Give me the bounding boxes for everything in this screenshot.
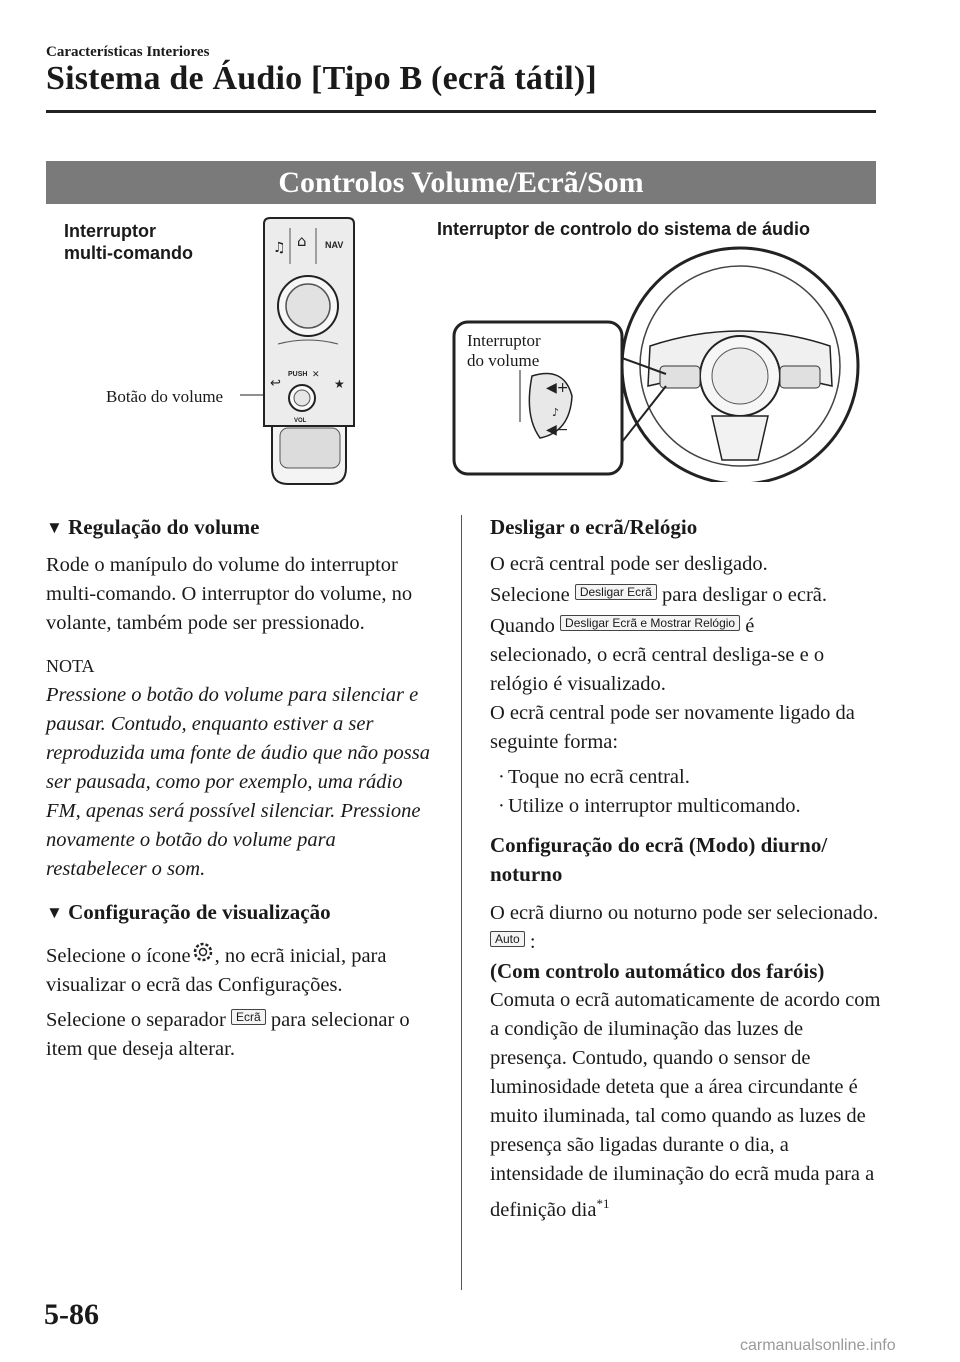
label-volume-switch [467, 331, 541, 371]
para-config-1 [46, 940, 438, 1000]
svg-text:◀−: ◀− [546, 422, 569, 438]
header-rule [46, 110, 876, 113]
footnote-mark: *1 [596, 1196, 610, 1211]
desligar-ecra-button: Desligar Ecrã [575, 584, 657, 600]
push-label: PUSH [288, 371, 308, 378]
favorite-icon: ★ [334, 377, 345, 391]
label-multicommand-line1: Interruptor [64, 221, 156, 241]
commander-illustration [240, 214, 360, 490]
para-off-5: O ecrã central pode ser novamente ligado da seguinte forma: [490, 702, 855, 753]
heading-volume-text: Regulação do volume [68, 515, 260, 539]
heading-config [46, 898, 438, 928]
para-off-3a: Quando [490, 615, 555, 637]
para-off-2b: para desligar o ecrã. [661, 584, 828, 606]
para-off-3 [490, 612, 882, 641]
triangle-icon: ▼ [46, 518, 63, 537]
label-volume-switch-line1: Interruptor [467, 331, 541, 350]
para-auto [490, 986, 882, 1225]
gear-icon [191, 940, 215, 964]
heading-daynight: Configuração do ecrã (Modo) diurno/ noturno [490, 833, 828, 886]
para-volume: Rode o manípulo do volume do interruptor multi-comando. O interruptor do volume, no volante, também pode ser pressionado. [46, 554, 413, 634]
page-number: 5-86 [44, 1298, 99, 1331]
svg-text:◀+: ◀+ [546, 380, 569, 396]
bullet-list [490, 763, 882, 821]
home-icon: ⌂ [297, 232, 307, 250]
label-volume-knob: Botão do volume [106, 387, 224, 406]
list-item [490, 792, 882, 821]
para-off-1: O ecrã central pode ser desligado. [490, 553, 768, 575]
column-divider [461, 515, 462, 1290]
label-volume-switch-line2: do volume [467, 351, 540, 370]
para-off-4: selecionado, o ecrã central desliga-se e o relógio é visualizado. [490, 644, 825, 695]
list-item [490, 763, 882, 792]
bullet-dot: · [498, 795, 505, 817]
para-config-2a: Selecione o separador [46, 1009, 226, 1031]
heading-off: Desligar o ecrã/Relógio [490, 515, 698, 539]
para-config-1a: Selecione o ícone [46, 945, 191, 967]
watermark: carmanualsonline.info [740, 1337, 896, 1354]
svg-text:♪: ♪ [552, 406, 560, 419]
para-off-2 [490, 581, 882, 610]
heading-volume [46, 513, 438, 543]
nota-title: NOTA [46, 656, 95, 676]
right-column [490, 513, 882, 1225]
bullet-dot: · [498, 766, 505, 788]
bullet-text: Toque no ecrã central. [508, 766, 690, 788]
ecra-tab-button: Ecrã [231, 1009, 266, 1025]
para-config-2b: para selecionar o item que deseja alterar. [46, 1009, 410, 1060]
auto-colon: : [529, 931, 536, 953]
back-icon: ↩ [270, 376, 281, 391]
label-multicommand-line2: multi-comando [64, 243, 193, 263]
auto-button: Auto [490, 931, 525, 947]
mute-icon: ✕ [312, 370, 320, 380]
section-title: Sistema de Áudio [Tipo B (ecrã tátil)] [46, 60, 597, 97]
nota-text: Pressione o botão do volume para silenciar e pausar. Contudo, enquanto estiver a ser reproduzida uma fonte de áudio que não possa ser pausada, como por exemplo, uma rádio FM, apenas será possível silenciar. Pressione novamente o botão do volume para restabelecer o som. [46, 684, 430, 880]
vol-label: VOL [294, 418, 307, 424]
para-off-3b: é [745, 615, 755, 637]
desligar-ecra-relogio-button: Desligar Ecrã e Mostrar Relógio [560, 615, 740, 631]
banner-title: Controlos Volume/Ecrã/Som [46, 161, 876, 204]
triangle-icon: ▼ [46, 903, 63, 922]
music-icon: ♫ [273, 240, 286, 256]
left-column [46, 513, 438, 1064]
bullet-text: Utilize o interruptor multicomando. [508, 795, 801, 817]
auto-option [490, 928, 882, 957]
label-multicommand [64, 220, 193, 264]
heading-config-text: Configuração de visualização [68, 900, 331, 924]
label-audio-switch: Interruptor de controlo do sistema de áudio [437, 219, 811, 239]
para-daynight: O ecrã diurno ou noturno pode ser selecionado. [490, 902, 879, 924]
chapter-title: Características Interiores [46, 44, 210, 60]
para-off-2a: Selecione [490, 584, 570, 606]
para-config-1b: , no ecrã inicial, para visualizar o ecrã das Configurações. [46, 945, 387, 996]
para-config-2 [46, 1006, 438, 1064]
heading-auto: (Com controlo automático dos faróis) [490, 959, 825, 983]
para-auto-text: Comuta o ecrã automaticamente de acordo com a condição de iluminação das luzes de presença. Contudo, quando o sensor de luminosidade deteta que a área circundante é muito iluminada, tal como quando as luzes de presença são ligadas durante o dia, a intensidade de iluminação do ecrã muda para a definição dia [490, 989, 881, 1221]
nav-button-label: NAV [325, 240, 344, 250]
